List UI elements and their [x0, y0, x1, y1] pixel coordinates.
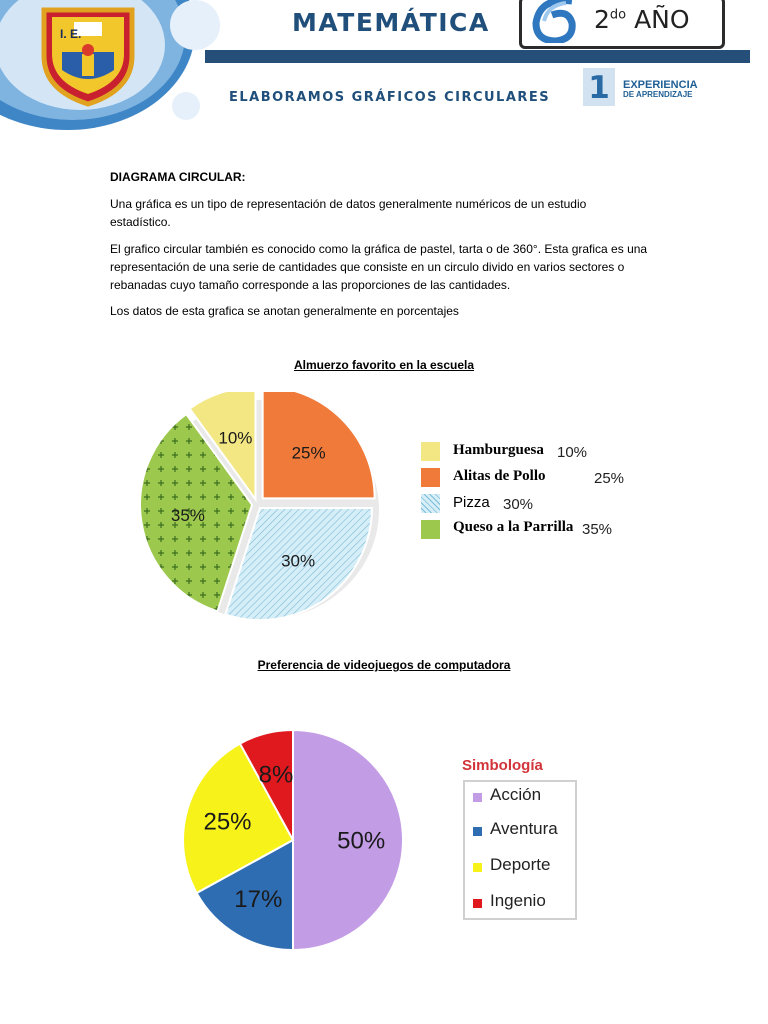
legend-swatch-accion — [473, 793, 482, 802]
legend-pct-queso: 35% — [582, 521, 613, 538]
legend-swatch-deporte — [473, 863, 482, 872]
paragraph-definition: Una gráfica es un tipo de representación de datos generalmente numéricos de un estudio estadístico. — [110, 197, 587, 229]
grade-swirl-icon — [526, 0, 586, 43]
legend-label-hamburguesa: Hamburguesa — [453, 442, 544, 458]
legend-label-queso: Queso a la Parrilla — [453, 519, 574, 535]
section-heading: DIAGRAMA CIRCULAR: — [110, 170, 246, 184]
subject-title: MATEMÁTICA — [292, 8, 490, 37]
pie-label-ingenio: 8% — [258, 761, 294, 789]
legend-swatch-alitas — [421, 468, 440, 487]
legend-swatch-aventura — [473, 827, 482, 836]
legend-swatch-ingenio — [473, 899, 482, 908]
grade-badge — [519, 0, 725, 49]
experience-label: EXPERIENCIA — [623, 79, 698, 91]
grade-label: $2^{do}$ AÑO — [594, 5, 690, 34]
experience-sublabel: DE APRENDIZAJE — [623, 90, 693, 99]
experience-number-box — [583, 68, 615, 106]
legend-pct-hamburguesa: 10% — [557, 444, 588, 461]
legend-label-deporte: Deporte — [490, 855, 551, 874]
legend-swatch-queso — [421, 520, 440, 539]
chart1-title: Almuerzo favorito en la escuela — [293, 358, 475, 372]
lesson-title: ELABORAMOS GRÁFICOS CIRCULARES — [229, 90, 551, 105]
pie-label-alitas-de-pollo: 25% — [291, 443, 326, 463]
pie-label-hamburguesa: 10% — [218, 428, 253, 448]
legend-label-ingenio: Ingenio — [490, 891, 546, 910]
header-bar — [205, 50, 750, 63]
pie-label-aventura: 17% — [234, 886, 283, 914]
legend-swatch-hamburguesa — [421, 442, 440, 461]
school-crest-logo — [38, 4, 138, 108]
legend-label-alitas: Alitas de Pollo — [453, 468, 546, 484]
legend-label-aventura: Aventura — [490, 819, 558, 838]
pie-label-pizza: 30% — [281, 551, 316, 571]
svg-text:I. E.: I. E. — [60, 27, 82, 41]
chart2-legend — [463, 780, 577, 920]
chart2-legend-title: Simbología — [462, 757, 543, 774]
chart2-pie — [176, 727, 412, 953]
legend-label-accion: Acción — [490, 785, 542, 804]
legend-pct-alitas: 25% — [594, 470, 625, 487]
legend-label-pizza: Pizza — [453, 494, 490, 511]
chart1-pie — [140, 392, 380, 624]
legend-swatch-pizza — [421, 494, 440, 513]
pie-label-acción: 50% — [337, 827, 386, 855]
pie-label-queso-a-la-parrilla: 35% — [170, 505, 205, 525]
paragraph-percentages: Los datos de esta grafica se anotan generalmente en porcentajes — [110, 304, 459, 318]
pie-label-deporte: 25% — [203, 808, 252, 836]
legend-pct-pizza: 30% — [503, 496, 534, 513]
experience-number: 1 — [588, 70, 610, 106]
paragraph-description: El grafico circular también es conocido como la gráfica de pastel, tarta o de 360°. Esta grafica es una representación de una serie de cantidades que consiste en un circulo divido en varios sectores o rebanadas cuyo tamaño corresponde a las proporciones de las cantidades. — [110, 242, 648, 292]
chart2-title: Preferencia de videojuegos de computadora — [257, 658, 511, 672]
